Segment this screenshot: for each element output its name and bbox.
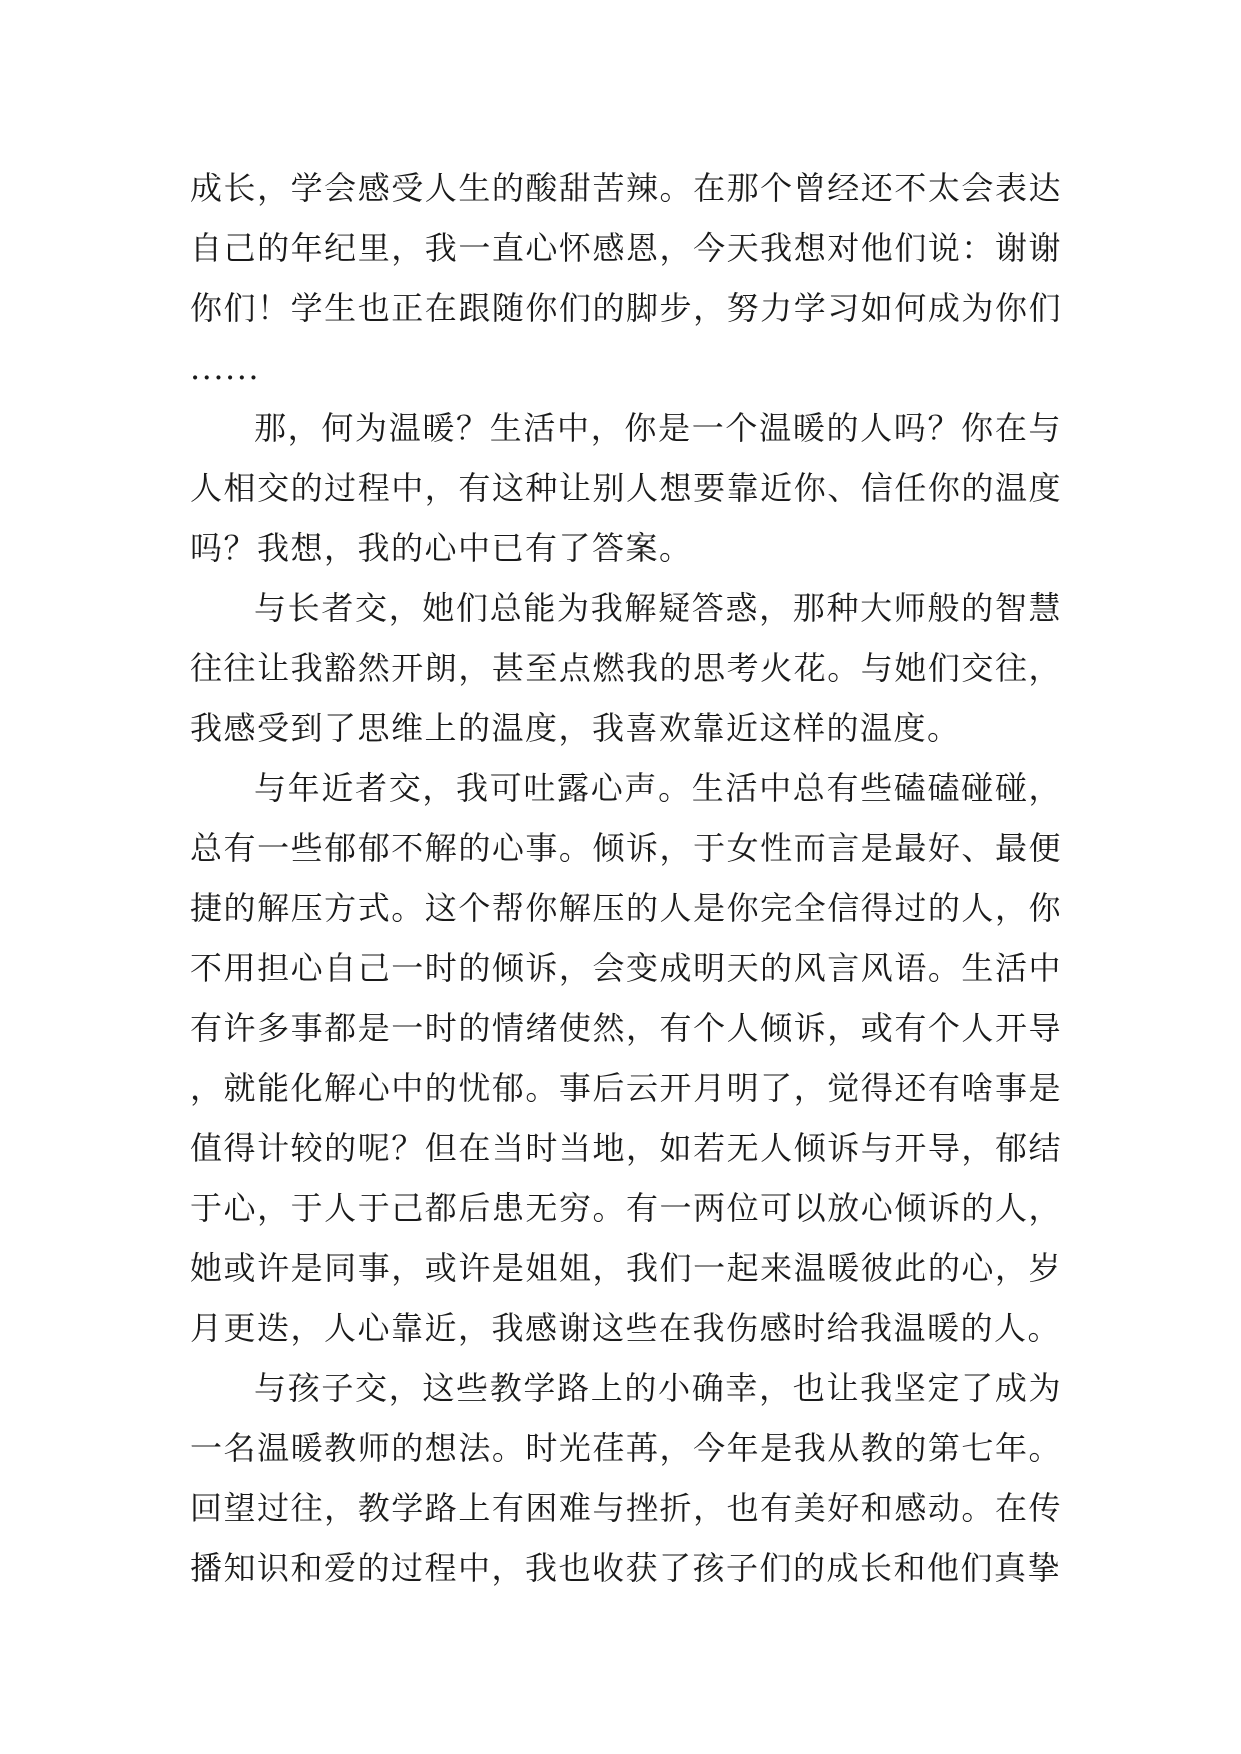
paragraph-2: 那，何为温暖？生活中，你是一个温暖的人吗？你在与人相交的过程中，有这种让别人想要靠近你、信任你的温度吗？我想，我的心中已有了答案。 — [190, 409, 1062, 567]
paragraph-1: 成长，学会感受人生的酸甜苦辣。在那个曾经还不太会表达自己的年纪里，我一直心怀感恩，今天我想对他们说：谢谢你们！学生也正在跟随你们的脚步，努力学习如何成为你们...... — [190, 169, 1062, 387]
document-body — [190, 158, 1062, 1598]
paragraph-5: 与孩子交，这些教学路上的小确幸，也让我坚定了成为一名温暖教师的想法。时光荏苒，今年是我从教的第七年。回望过往，教学路上有困难与挫折，也有美好和感动。在传播知识和爱的过程中，我也收获了孩子们的成长和他们真挚 — [190, 1369, 1062, 1587]
paragraph-3: 与长者交，她们总能为我解疑答惑，那种大师般的智慧往往让我豁然开朗，甚至点燃我的思考火花。与她们交往，我感受到了思维上的温度，我喜欢靠近这样的温度。 — [190, 589, 1062, 747]
paragraph-4: 与年近者交，我可吐露心声。生活中总有些磕磕碰碰，总有一些郁郁不解的心事。倾诉，于女性而言是最好、最便捷的解压方式。这个帮你解压的人是你完全信得过的人，你不用担心自己一时的倾诉，会变成明天的风言风语。生活中有许多事都是一时的情绪使然，有个人倾诉，或有个人开导，就能化解心中的忧郁。事后云开月明了，觉得还有啥事是值得计较的呢？但在当时当地，如若无人倾诉与开导，郁结于心，于人于己都后患无穷。有一两位可以放心倾诉的人，她或许是同事，或许是姐姐，我们一起来温暖彼此的心，岁月更迭，人心靠近，我感谢这些在我伤感时给我温暖的人。 — [190, 769, 1062, 1347]
